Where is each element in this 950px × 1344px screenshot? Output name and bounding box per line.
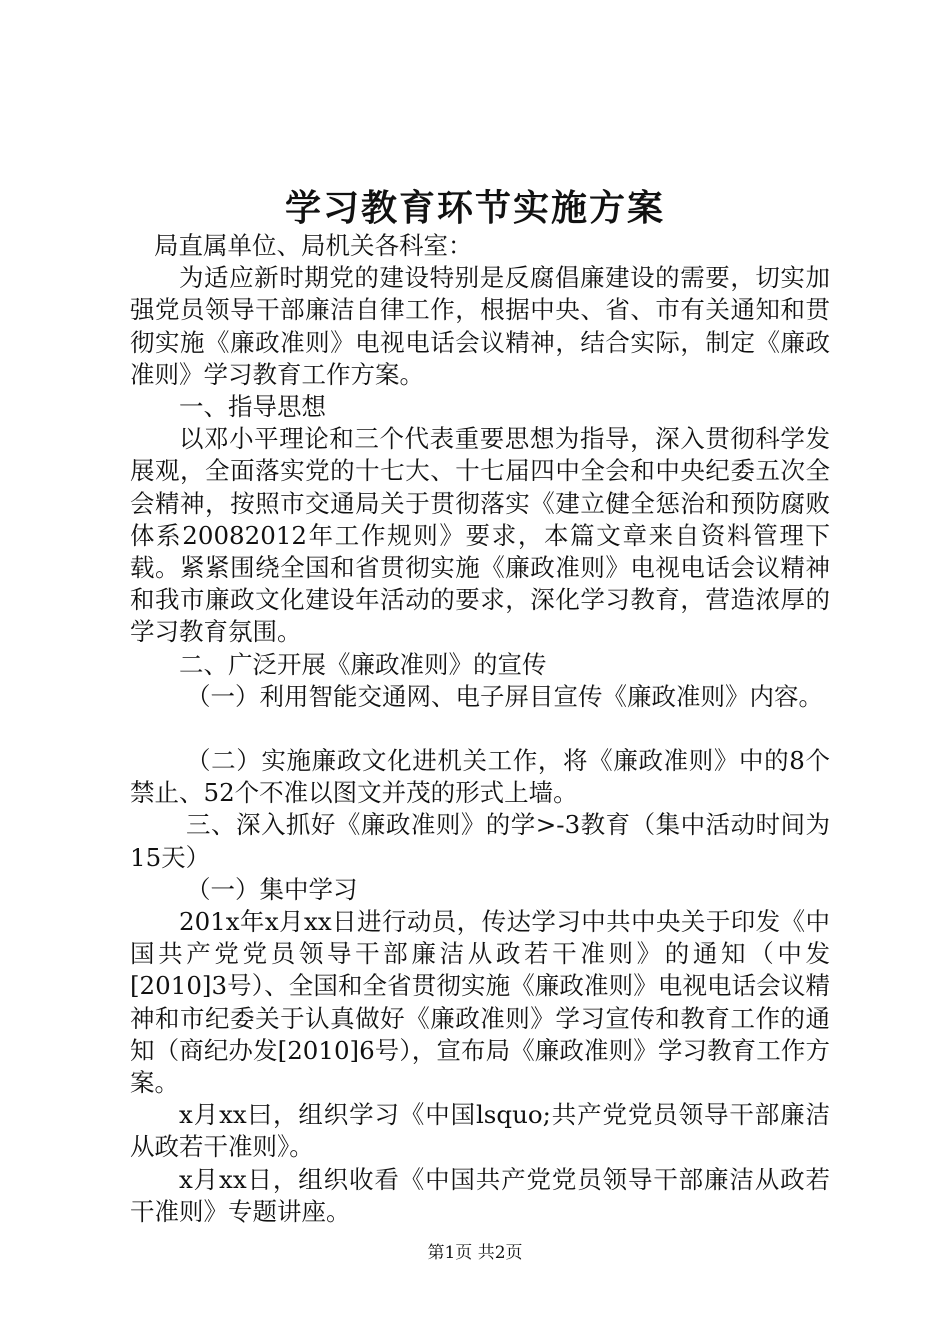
paragraph-mobilization: 201x年x月xx日进行动员，传达学习中共中央关于印发《中国共产党党员领导干部廉洁从政若干准则》的通知（中发[2010]3号）、全国和全省贯彻实施《廉政准则》电视电话会议精神和市纪委关于认真做好《廉政准则》学习宣传和教育工作的通知（商纪办发[2010]6号），宣布局《廉政准则》学习教育工作方案。 [130, 907, 830, 1098]
heading-publicity: 二、广泛开展《廉政准则》的宣传 [179, 649, 547, 679]
paragraph-publicity-2: （二）实施廉政文化进机关工作，将《廉政准则》中的8个禁止、52个不准以图文并茂的形式上墙。 [130, 746, 830, 808]
paragraph-study-session: x月xx曰，组织学习《中国lsquo;共产党党员领导干部廉洁从政若干准则》。 [130, 1100, 830, 1162]
heading-centralized-study: （一）集中学习 [186, 874, 358, 904]
paragraph-lecture: x月xx日，组织收看《中国共产党党员领导干部廉洁从政若干准则》专题讲座。 [130, 1164, 830, 1226]
paragraph-intro: 为适应新时期党的建设特别是反腐倡廉建设的需要，切实加强党员领导干部廉洁自律工作，根据中央、省、市有关通知和贯彻实施《廉政准则》电视电话会议精神，结合实际，制定《廉政准则》学习教育工作方案。 [130, 263, 830, 389]
paragraph-publicity-1: （一）利用智能交通网、电子屏目宣传《廉政准则》内容。 [186, 681, 823, 711]
page-footer: 第1页 共2页 [427, 1243, 523, 1263]
heading-guiding-ideology: 一、指导思想 [179, 392, 326, 422]
salutation: 局直属单位、局机关各科室： [154, 231, 473, 260]
blank-line [130, 713, 830, 745]
paragraph-guiding-ideology: 以邓小平理论和三个代表重要思想为指导，深入贯彻科学发展观，全面落实党的十七大、十七届四中全会和中央纪委五次全会精神，按照市交通局关于贯彻落实《建立健全惩治和预防腐败体系20082012年工作规则》要求，本篇文章来自资料管理下载。紧紧围绕全国和省贯彻实施《廉政准则》电视电话会议精神和我市廉政文化建设年活动的要求，深化学习教育，营造浓厚的学习教育氛围。 [130, 424, 830, 647]
document-title: 学习教育环节实施方案 [284, 187, 665, 229]
heading-study-education: 三、深入抓好《廉政准则》的学>-3教育（集中活动时间为15天） [130, 810, 830, 872]
document-body [130, 230, 830, 1228]
